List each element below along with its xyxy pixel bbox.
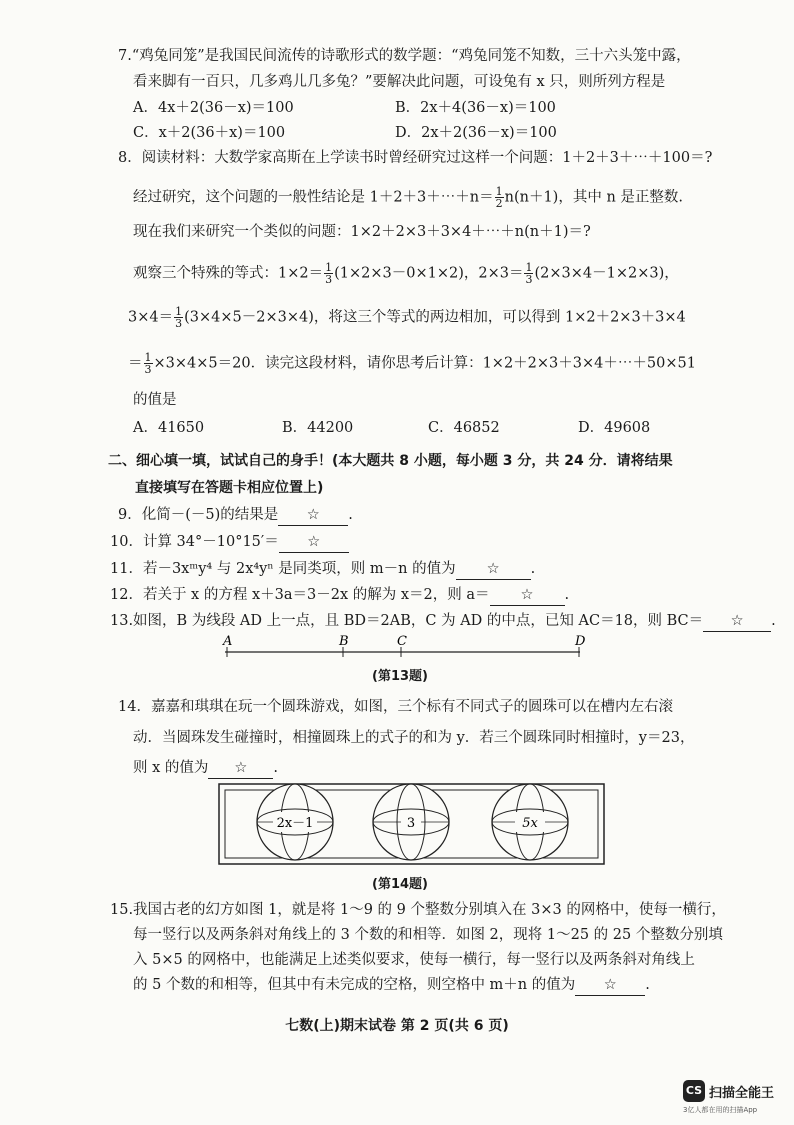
q7-option-b: B．2x＋4(36－x)＝100 — [395, 100, 556, 116]
bead-1 — [257, 784, 333, 860]
q8-stem-line4: 观察三个特殊的等式：1×2＝ $\frac{1}{3}$ (1×2×3－0×1×2)，2×3＝ $\frac{1}{3}$ (2×3×4－1×2×3)， — [133, 261, 679, 286]
point-c-label: C — [397, 634, 407, 649]
q7-option-c: C．x＋2(36＋x)＝100 — [133, 125, 286, 141]
q15-line2: 每一竖行以及两条斜对角线上的 3 个数的和相等．如图 2，现将 1～25 的 25 个整数分别填 — [133, 927, 723, 943]
q11: 11．若－3xᵐy⁴ 与 2x⁴yⁿ 是同类项，则 m－n 的值为 ☆ . — [110, 559, 535, 580]
q7-stem-line2: 看来脚有一百只，几多鸡儿几多兔？”要解决此问题，可设兔有 x 只，则所列方程是 — [133, 74, 666, 90]
cs-logo-icon: CS — [683, 1080, 705, 1102]
answer-blank[interactable]: ☆ — [490, 585, 565, 606]
q13-segment-figure — [215, 632, 595, 662]
q10: 10．计算 34°－10°15′＝ ☆ — [110, 532, 349, 553]
bead-3-label: 5x — [522, 816, 538, 831]
q8-option-d: D．49608 — [578, 420, 651, 436]
scanner-watermark — [683, 1080, 774, 1115]
q8-stem-line7: 的值是 — [133, 392, 177, 408]
answer-blank[interactable]: ☆ — [703, 611, 771, 632]
q8-stem-line6: ＝ $\frac{1}{3}$ ×3×4×5＝20．读完这段材料，请你思考后计算：1×2＋2×3＋3×4＋⋯＋50×51 — [128, 351, 696, 376]
fraction-one-third: $\frac{1}{3}$ — [325, 261, 333, 286]
answer-blank[interactable]: ☆ — [208, 758, 273, 779]
section-2-instruction: 直接填写在答题卡相应位置上) — [135, 480, 324, 496]
q8-option-a: A．41650 — [133, 420, 205, 436]
q14-line1: 14．嘉嘉和琪琪在玩一个圆珠游戏，如图，三个标有不同式子的圆珠可以在槽内左右滚 — [118, 699, 673, 715]
q8-option-c: C．46852 — [428, 420, 500, 436]
q8-stem-line2: 经过研究，这个问题的一般性结论是 1＋2＋3＋⋯＋n＝ $\frac{1}{2}$ n(n＋1)，其中 n 是正整数. — [133, 185, 684, 210]
watermark-brand: 扫描全能王 — [709, 1085, 775, 1101]
q14-line3: 则 x 的值为 ☆ . — [133, 758, 278, 779]
point-b-label: B — [339, 634, 349, 649]
bead-1-label: 2x－1 — [276, 816, 314, 831]
page-footer: 七数(上)期末试卷 第 2 页(共 6 页) — [285, 1018, 509, 1034]
q14-line2: 动．当圆珠发生碰撞时，相撞圆珠上的式子的和为 y．若三个圆珠同时相撞时，y＝23， — [133, 730, 695, 746]
q8-option-b: B．44200 — [282, 420, 354, 436]
q9: 9．化简－(－5)的结果是 ☆ . — [118, 505, 353, 526]
watermark-tagline: 3亿人都在用的扫描App — [683, 1106, 758, 1114]
q8-stem-line1: 8．阅读材料：大数学家高斯在上学读书时曾经研究过这样一个问题：1＋2＋3＋⋯＋100＝? — [118, 150, 713, 166]
q7-stem-line1: 7.“鸡兔同笼”是我国民间流传的诗歌形式的数学题：“鸡兔同笼不知数，三十六头笼中露， — [118, 48, 691, 64]
bead-2 — [373, 784, 449, 860]
q13-caption: (第13题) — [372, 669, 428, 684]
q8-stem-line3: 现在我们来研究一个类似的问题：1×2＋2×3＋3×4＋⋯＋n(n＋1)＝? — [133, 224, 591, 240]
answer-blank[interactable]: ☆ — [456, 559, 531, 580]
q8-stem-line5: 3×4＝ $\frac{1}{3}$ (3×4×5－2×3×4)，将这三个等式的两边相加，可以得到 1×2＋2×3＋3×4 — [128, 305, 686, 330]
section-2-heading: 二、细心填一填，试试自己的身手！(本大题共 8 小题，每小题 3 分，共 24 分．请将结果 — [108, 453, 673, 469]
q14-bead-groove-figure — [217, 780, 607, 870]
point-d-label: D — [575, 634, 586, 649]
q7-option-d: D．2x＋2(36－x)＝100 — [395, 125, 557, 141]
q15-line1: 15.我国古老的幻方如图 1，就是将 1～9 的 9 个整数分别填入在 3×3 的网格中，使每一横行， — [110, 902, 726, 918]
q12: 12．若关于 x 的方程 x＋3a＝3－2x 的解为 x＝2，则 a＝ ☆ . — [110, 585, 569, 606]
point-a-label: A — [223, 634, 233, 649]
q15-line4: 的 5 个数的和相等，但其中有未完成的空格，则空格中 m＋n 的值为 ☆ . — [133, 975, 650, 996]
answer-blank[interactable]: ☆ — [278, 505, 348, 526]
fraction-one-third: $\frac{1}{3}$ — [525, 261, 533, 286]
answer-blank[interactable]: ☆ — [575, 975, 645, 996]
q7-option-a: A．4x＋2(36－x)＝100 — [133, 100, 294, 116]
bead-3 — [492, 784, 568, 860]
fraction-one-half: $\frac{1}{2}$ — [495, 185, 503, 210]
fraction-one-third: $\frac{1}{3}$ — [175, 305, 183, 330]
q13: 13.如图，B 为线段 AD 上一点，且 BD＝2AB，C 为 AD 的中点，已知 AC＝18，则 BC＝ ☆ . — [110, 611, 776, 632]
bead-2-label: 3 — [406, 816, 416, 831]
q14-caption: (第14题) — [372, 877, 428, 892]
q15-line3: 入 5×5 的网格中，也能满足上述类似要求，使每一横行，每一竖行以及两条斜对角线上 — [133, 952, 695, 968]
answer-blank[interactable]: ☆ — [279, 532, 349, 553]
fraction-one-third: $\frac{1}{3}$ — [144, 351, 152, 376]
